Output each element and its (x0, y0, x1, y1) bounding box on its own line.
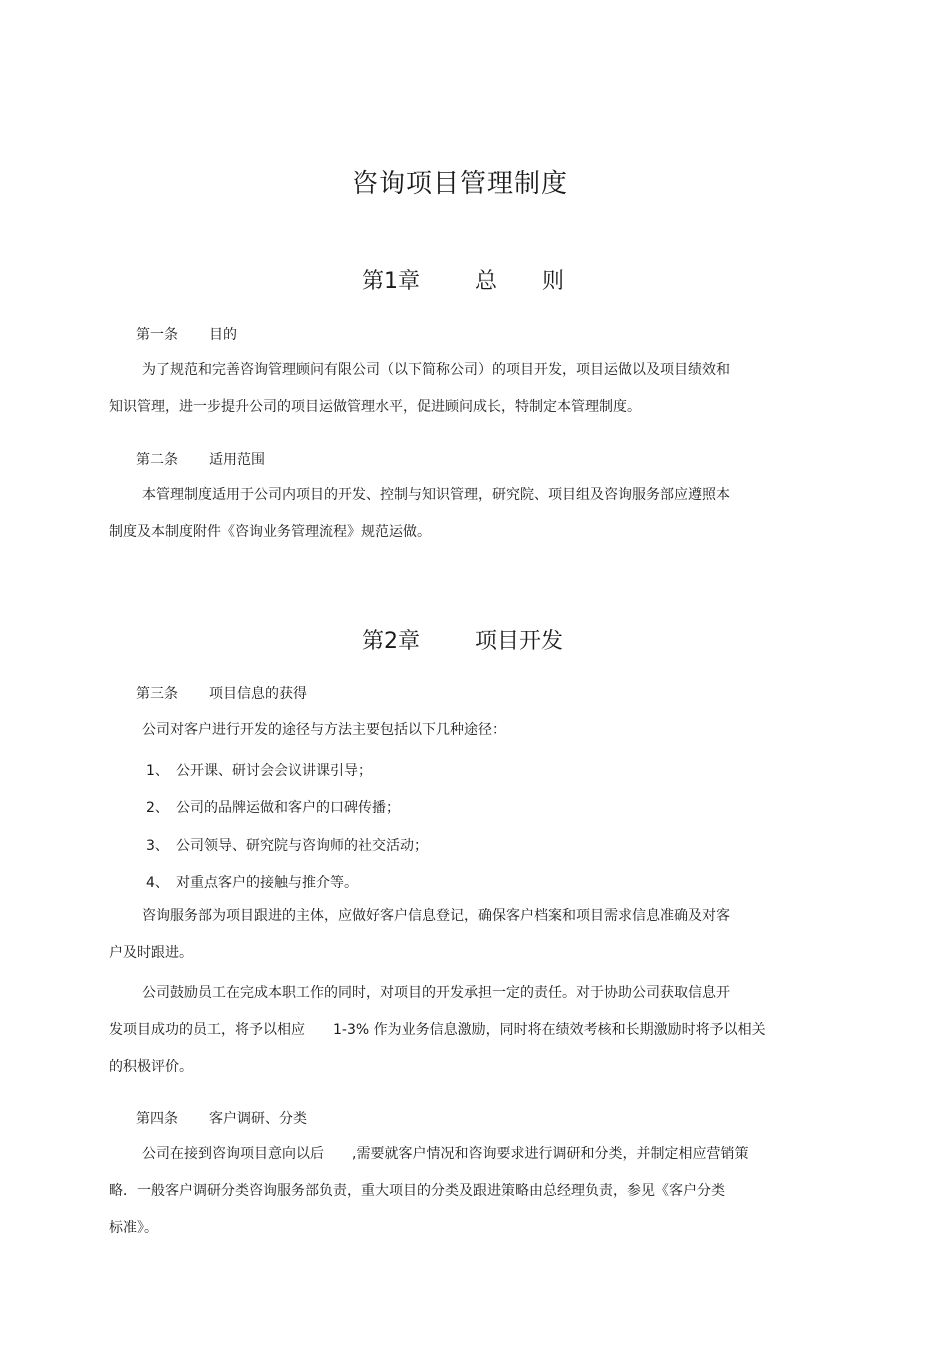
article-title: 客户调研、分类 (209, 1111, 307, 1127)
chapter-name: 总 则 (475, 269, 583, 294)
paragraph-line: 本管理制度适用于公司内项目的开发、控制与知识管理，研究院、项目组及咨询服务部应遵照本 (142, 487, 730, 503)
chapter-name: 项目开发 (475, 629, 564, 654)
chapter-heading (362, 264, 583, 295)
article-title: 目的 (209, 327, 237, 343)
list-text: 公司领导、研究院与咨询师的社交活动； (176, 838, 428, 854)
article-number: 第二条 (136, 452, 178, 468)
paragraph (109, 898, 730, 972)
article-heading (136, 683, 307, 703)
document-title: 咨询项目管理制度 (351, 169, 568, 199)
list-item (146, 872, 358, 892)
paragraph-line: 为了规范和完善咨询管理顾问有限公司（以下简称公司）的项目开发，项目运做以及项目绩效和 (142, 362, 730, 378)
paragraph-line: 发项目成功的员工，将予以相应 1-3% 作为业务信息激励，同时将在绩效考核和长期激励时将予以相关 (109, 1022, 766, 1038)
article-heading (136, 324, 237, 344)
paragraph-line: 知识管理，进一步提升公司的项目运做管理水平，促进顾问成长，特制定本管理制度。 (109, 399, 641, 415)
paragraph (109, 712, 506, 749)
paragraph-line: 制度及本制度附件《咨询业务管理流程》规范运做。 (109, 524, 431, 540)
paragraph (109, 352, 730, 426)
list-index: 1、 (146, 763, 169, 779)
list-text: 对重点客户的接触与推介等。 (176, 875, 358, 891)
list-index: 3、 (146, 838, 169, 854)
paragraph-line: 咨询服务部为项目跟进的主体，应做好客户信息登记，确保客户档案和项目需求信息准确及对客 (142, 908, 730, 924)
article-number: 第四条 (136, 1111, 178, 1127)
paragraph-line: 公司对客户进行开发的途径与方法主要包括以下几种途径： (142, 722, 506, 738)
list-text: 公开课、研讨会会议讲课引导； (176, 763, 372, 779)
list-item (146, 797, 400, 817)
chapter-heading (362, 624, 564, 655)
paragraph-line: 公司在接到咨询项目意向以后 ,需要就客户情况和咨询要求进行调研和分类，并制定相应营销策 (142, 1146, 749, 1162)
article-heading (136, 1108, 307, 1128)
paragraph (109, 975, 766, 1086)
list-index: 4、 (146, 875, 169, 891)
article-number: 第一条 (136, 327, 178, 343)
paragraph (109, 477, 730, 551)
article-number: 第三条 (136, 686, 178, 702)
paragraph-line: 户及时跟进。 (109, 945, 193, 961)
list-index: 2、 (146, 800, 169, 816)
paragraph-line: 公司鼓励员工在完成本职工作的同时，对项目的开发承担一定的责任。对于协助公司获取信息开 (142, 985, 730, 1001)
list-item (146, 760, 372, 780)
article-heading (136, 449, 265, 469)
list-item (146, 835, 428, 855)
list-text: 公司的品牌运做和客户的口碑传播； (176, 800, 400, 816)
chapter-number: 第2章 (362, 629, 420, 654)
paragraph-line: 略．一般客户调研分类咨询服务部负责，重大项目的分类及跟进策略由总经理负责，参见《客户分类 (109, 1183, 725, 1199)
paragraph-line: 的积极评价。 (109, 1059, 193, 1075)
paragraph (109, 1136, 748, 1247)
article-title: 项目信息的获得 (209, 686, 307, 702)
article-title: 适用范围 (209, 452, 265, 468)
paragraph-line: 标准》。 (109, 1220, 158, 1236)
chapter-number: 第1章 (362, 269, 420, 294)
